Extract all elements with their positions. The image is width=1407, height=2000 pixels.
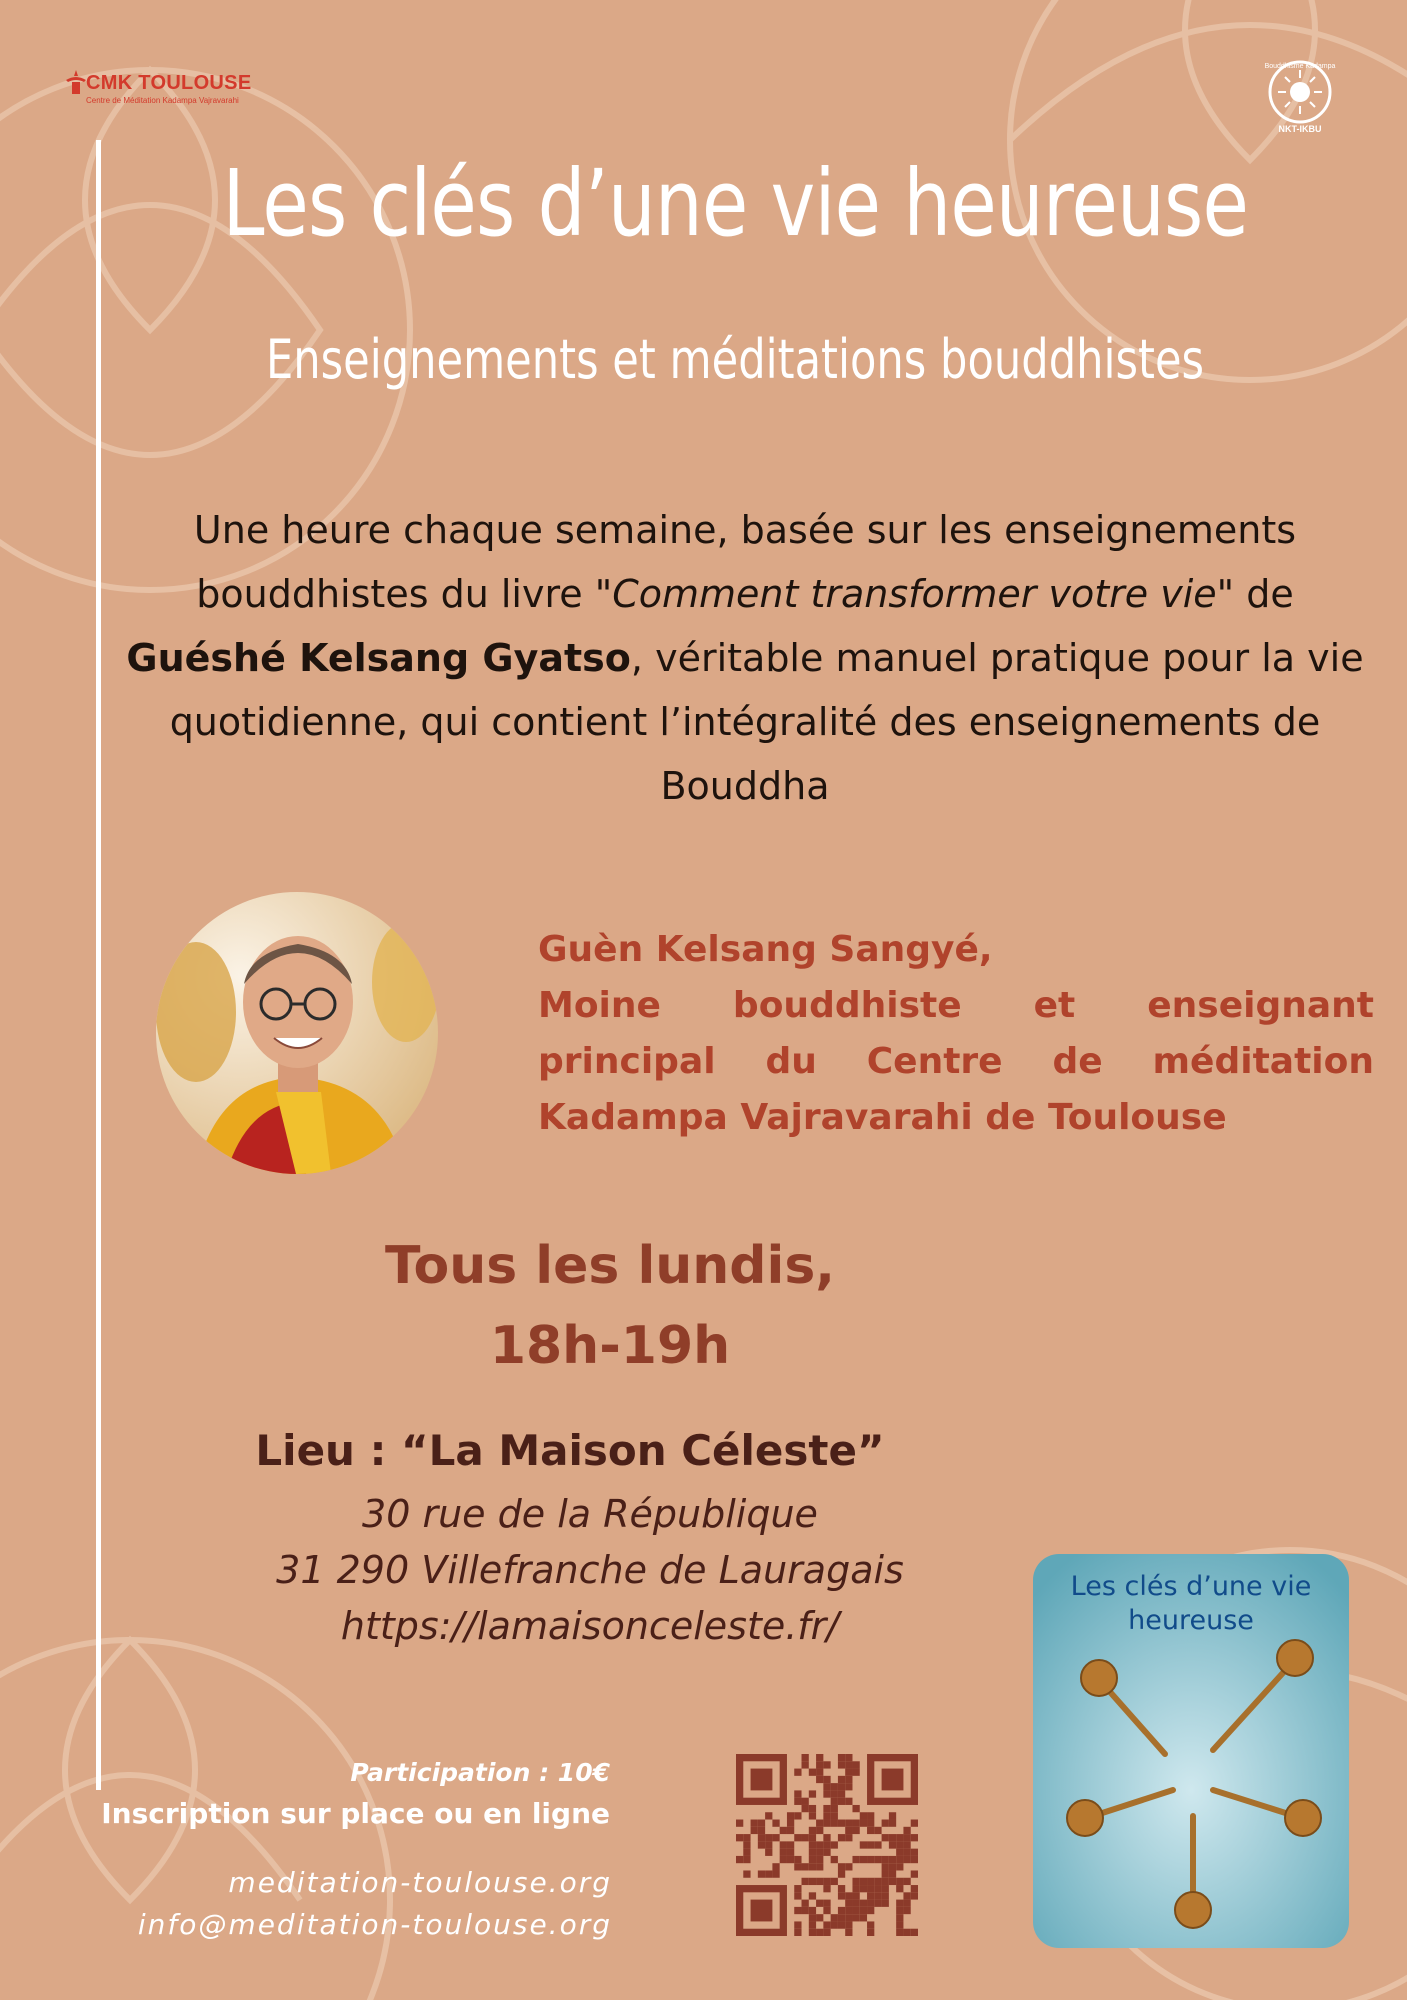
description: [120, 498, 1370, 818]
teacher-role-line: principal du Centre de méditation: [538, 1041, 1374, 1082]
description-text-1: Une heure chaque semaine, basée sur les enseignements bouddhistes du livre: [193, 508, 1297, 616]
qr-code[interactable]: [736, 1754, 918, 1936]
logo-subtitle: Centre de Méditation Kadampa Vajravarahi: [86, 96, 239, 105]
author-name: Guéshé Kelsang Gyatso: [126, 636, 631, 680]
teacher-role-line: Kadampa Vajravarahi de Toulouse: [538, 1097, 1227, 1138]
place-url-link[interactable]: https://lamaisonceleste.fr/: [340, 1604, 840, 1648]
description-text-3: , véritable manuel pratique pour la vie quotidienne, qui contient l’intégralité des enseignements de Bouddha: [169, 636, 1364, 808]
schedule-time: 18h-19h: [489, 1316, 731, 1376]
book-cover-title-line: Les clés d’une vie: [1070, 1571, 1312, 1602]
teacher-info: [538, 922, 1374, 1146]
place-title: Lieu : “La Maison Céleste”: [255, 1426, 885, 1475]
book-cover-image: [1033, 1554, 1349, 1948]
vertical-divider: [96, 140, 101, 1790]
logo-name: CMK TOULOUSE: [86, 72, 252, 94]
book-title-ref: "Comment transformer votre vie": [594, 572, 1235, 616]
schedule-day: Tous les lundis,: [384, 1236, 836, 1296]
book-cover-title: [1033, 1570, 1349, 1638]
nkt-ikbu-logo: [1252, 56, 1348, 152]
teacher-photo: [156, 892, 438, 1174]
place-city: 31 290 Villefranche de Lauragais: [276, 1548, 904, 1592]
inscription-info: Inscription sur place ou en ligne: [101, 1797, 610, 1830]
participation-price: Participation : 10€: [350, 1758, 610, 1787]
dharma-sun-icon: [1252, 56, 1348, 126]
schedule: [330, 1226, 890, 1386]
email-link[interactable]: info@meditation-toulouse.org: [137, 1908, 612, 1941]
book-cover-title-line: heureuse: [1128, 1605, 1254, 1636]
page-title: Les clés d’une vie heureuse: [222, 150, 1249, 257]
logo-arc-text: Bouddhisme Kadampa: [1264, 63, 1336, 70]
place-street: 30 rue de la République: [362, 1492, 818, 1536]
website-link[interactable]: meditation-toulouse.org: [228, 1866, 612, 1899]
logo-caption: NKT-IKBU: [1278, 124, 1322, 134]
cmk-toulouse-logo: [62, 64, 272, 112]
description-text-2: de: [1234, 572, 1294, 616]
page-subtitle: Enseignements et méditations bouddhistes: [265, 328, 1205, 391]
teacher-role-line: Moine bouddhiste et enseignant: [538, 985, 1374, 1026]
teacher-name: Guèn Kelsang Sangyé,: [538, 929, 993, 970]
